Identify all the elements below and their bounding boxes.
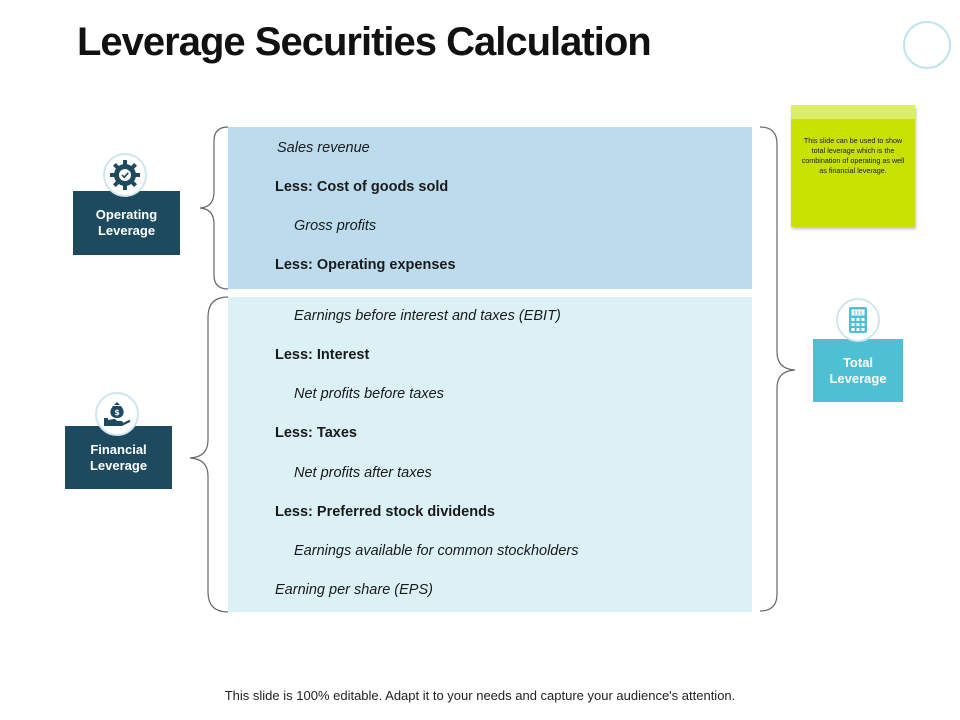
- footer-caption: This slide is 100% editable. Adapt it to your needs and capture your audience's attention.: [224, 688, 736, 703]
- total-leverage-label: [813, 339, 903, 402]
- row-preferred-dividends: Less: Preferred stock dividends: [275, 504, 495, 520]
- row-interest: Less: Interest: [275, 347, 370, 363]
- row-operating-expenses: Less: Operating expenses: [275, 257, 456, 273]
- operating-leverage-label: [73, 191, 180, 255]
- row-sales-revenue: Sales revenue: [277, 140, 370, 156]
- svg-text:$: $: [114, 408, 120, 417]
- row-cost-of-goods: Less: Cost of goods sold: [275, 179, 449, 195]
- sticky-note-tape: [791, 105, 915, 119]
- gear-check-icon: [109, 159, 141, 191]
- sticky-note-text: This slide can be used to show total leverage which is the combination of operating as well as financial leverage.: [801, 136, 905, 175]
- financial-bracket: [190, 297, 228, 612]
- money-bag-hand-icon: [101, 398, 133, 430]
- row-eps: Earning per share (EPS): [275, 582, 433, 598]
- calculator-display-text: $$$: [853, 310, 863, 317]
- row-earnings-common: Earnings available for common stockholders: [294, 543, 579, 559]
- operating-leverage-text: Operating Leverage: [95, 207, 158, 238]
- row-gross-profits: Gross profits: [294, 218, 377, 234]
- row-ebit: Earnings before interest and taxes (EBIT): [294, 308, 561, 324]
- row-net-before-taxes: Net profits before taxes: [294, 386, 444, 402]
- operating-bracket: [200, 127, 228, 289]
- page-title: Leverage Securities Calculation: [77, 20, 651, 64]
- row-taxes: Less: Taxes: [275, 425, 357, 441]
- total-icon-wrap: [836, 298, 880, 342]
- financial-leverage-text: Financial Leverage: [89, 441, 148, 473]
- calculator-icon: [843, 305, 873, 335]
- total-bracket: [760, 127, 795, 611]
- financial-icon-wrap: [95, 392, 139, 436]
- operating-icon-wrap: [103, 153, 147, 197]
- row-net-after-taxes: Net profits after taxes: [294, 465, 432, 481]
- total-leverage-text: Total Leverage: [829, 354, 887, 386]
- financial-panel: [228, 297, 752, 612]
